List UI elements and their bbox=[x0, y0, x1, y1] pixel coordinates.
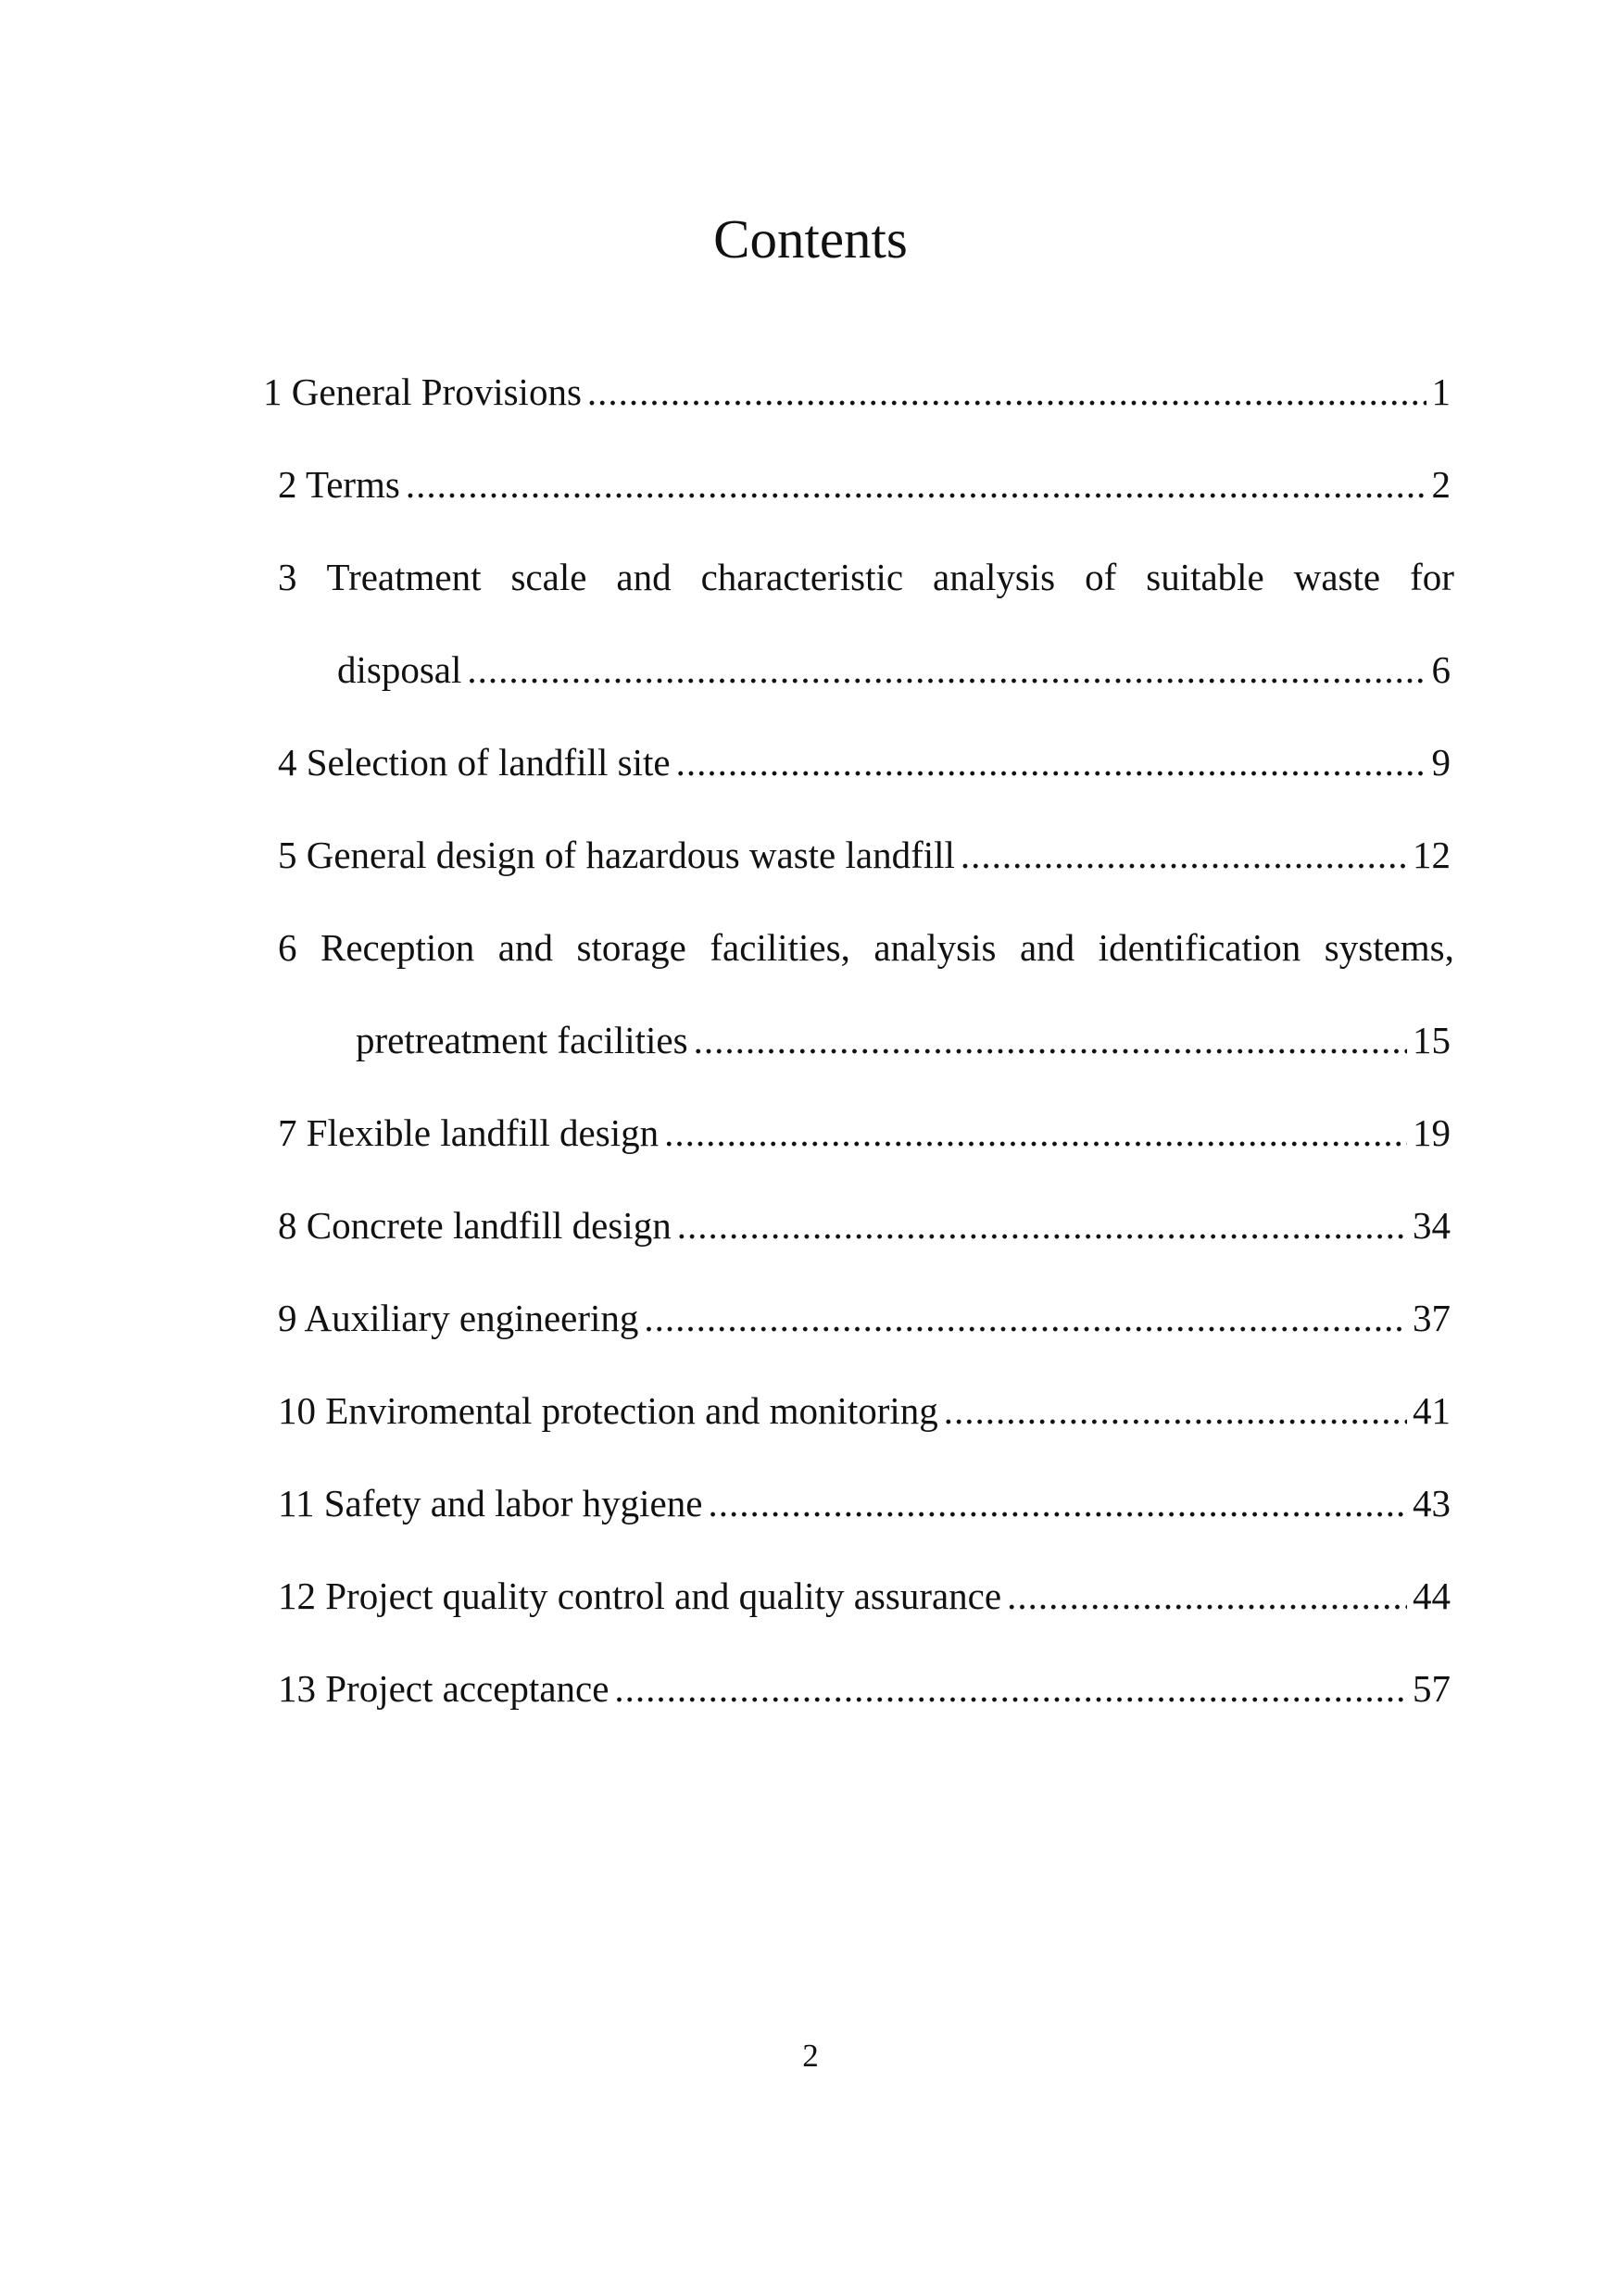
toc-entry-first-line[interactable] bbox=[278, 920, 1454, 975]
toc-entry[interactable] bbox=[278, 1105, 1451, 1161]
toc-entry-page: 9 bbox=[1431, 741, 1451, 784]
toc-word: waste bbox=[1293, 556, 1381, 598]
dot-leader bbox=[694, 1012, 1407, 1068]
toc-word: 6 bbox=[278, 926, 297, 969]
toc-entry[interactable] bbox=[278, 1475, 1451, 1531]
toc-word: Treatment bbox=[326, 556, 482, 598]
dot-leader bbox=[467, 642, 1426, 697]
toc-word: and bbox=[497, 926, 553, 969]
toc-entry[interactable] bbox=[278, 1568, 1451, 1624]
dot-leader bbox=[1007, 1568, 1407, 1624]
dot-leader bbox=[944, 1383, 1407, 1438]
toc-entry-label: 5 General design of hazardous waste landfill bbox=[278, 834, 955, 876]
toc-entry[interactable] bbox=[263, 364, 1451, 420]
dot-leader bbox=[406, 457, 1426, 512]
toc-entry[interactable] bbox=[278, 1198, 1451, 1253]
dot-leader bbox=[676, 734, 1426, 790]
toc-entry[interactable] bbox=[278, 1383, 1451, 1438]
toc-entry-label: 1 General Provisions bbox=[263, 370, 582, 413]
page-title: Contents bbox=[713, 208, 908, 270]
toc-entry-label: 8 Concrete landfill design bbox=[278, 1204, 672, 1247]
toc-entry-page: 41 bbox=[1413, 1389, 1451, 1432]
toc-word: identification bbox=[1098, 926, 1301, 969]
toc-entry-page: 57 bbox=[1413, 1667, 1451, 1710]
toc-entry-label: 4 Selection of landfill site bbox=[278, 741, 671, 784]
toc-entry-label: pretreatment facilities bbox=[356, 1019, 688, 1061]
toc-entry-page: 44 bbox=[1413, 1575, 1451, 1617]
toc-entry-page: 19 bbox=[1413, 1111, 1451, 1154]
toc-entry-first-line[interactable] bbox=[278, 549, 1454, 605]
toc-entry-page: 34 bbox=[1413, 1204, 1451, 1247]
toc-entry-page: 43 bbox=[1413, 1482, 1451, 1524]
dot-leader bbox=[614, 1661, 1407, 1716]
toc-word: for bbox=[1410, 556, 1454, 598]
toc-word: scale bbox=[510, 556, 587, 598]
toc-entry[interactable] bbox=[337, 642, 1451, 697]
toc-word: 3 bbox=[278, 556, 297, 598]
toc-entry-label: disposal bbox=[337, 648, 462, 691]
toc-entry-label: 9 Auxiliary engineering bbox=[278, 1297, 639, 1339]
toc-word: analysis bbox=[933, 556, 1056, 598]
toc-word: of bbox=[1085, 556, 1117, 598]
toc-word: systems, bbox=[1324, 926, 1454, 969]
toc-word: Reception bbox=[320, 926, 475, 969]
toc-entry-page: 12 bbox=[1413, 834, 1451, 876]
toc-word: storage bbox=[576, 926, 686, 969]
toc-entry[interactable] bbox=[356, 1012, 1451, 1068]
toc-entry[interactable] bbox=[278, 1661, 1451, 1716]
dot-leader bbox=[664, 1105, 1407, 1161]
toc-word: facilities, bbox=[710, 926, 850, 969]
toc-entry-page: 6 bbox=[1431, 648, 1451, 691]
toc-entry-label: 13 Project acceptance bbox=[278, 1667, 609, 1710]
toc-entry-label: 10 Enviromental protection and monitoring bbox=[278, 1389, 938, 1432]
toc-word: and bbox=[616, 556, 672, 598]
toc-entry-page: 1 bbox=[1431, 370, 1451, 413]
dot-leader bbox=[587, 364, 1426, 420]
toc-entry-label: 7 Flexible landfill design bbox=[278, 1111, 660, 1154]
toc-word: characteristic bbox=[700, 556, 904, 598]
toc-word: and bbox=[1019, 926, 1075, 969]
toc-entry-page: 2 bbox=[1431, 463, 1451, 506]
toc-entry[interactable] bbox=[278, 457, 1451, 512]
toc-entry-label: 2 Terms bbox=[278, 463, 400, 506]
toc-entry[interactable] bbox=[278, 734, 1451, 790]
toc-entry-label: 12 Project quality control and quality assurance bbox=[278, 1575, 1002, 1617]
page-number: 2 bbox=[802, 2038, 819, 2074]
toc-entry[interactable] bbox=[278, 827, 1451, 883]
dot-leader bbox=[677, 1198, 1407, 1253]
dot-leader bbox=[961, 827, 1407, 883]
dot-leader bbox=[644, 1290, 1407, 1346]
toc-entry-page: 15 bbox=[1413, 1019, 1451, 1061]
dot-leader bbox=[708, 1475, 1407, 1531]
toc-word: analysis bbox=[873, 926, 997, 969]
toc-entry-label: 11 Safety and labor hygiene bbox=[278, 1482, 703, 1524]
toc-entry-page: 37 bbox=[1413, 1297, 1451, 1339]
toc-entry[interactable] bbox=[278, 1290, 1451, 1346]
toc-word: suitable bbox=[1146, 556, 1264, 598]
